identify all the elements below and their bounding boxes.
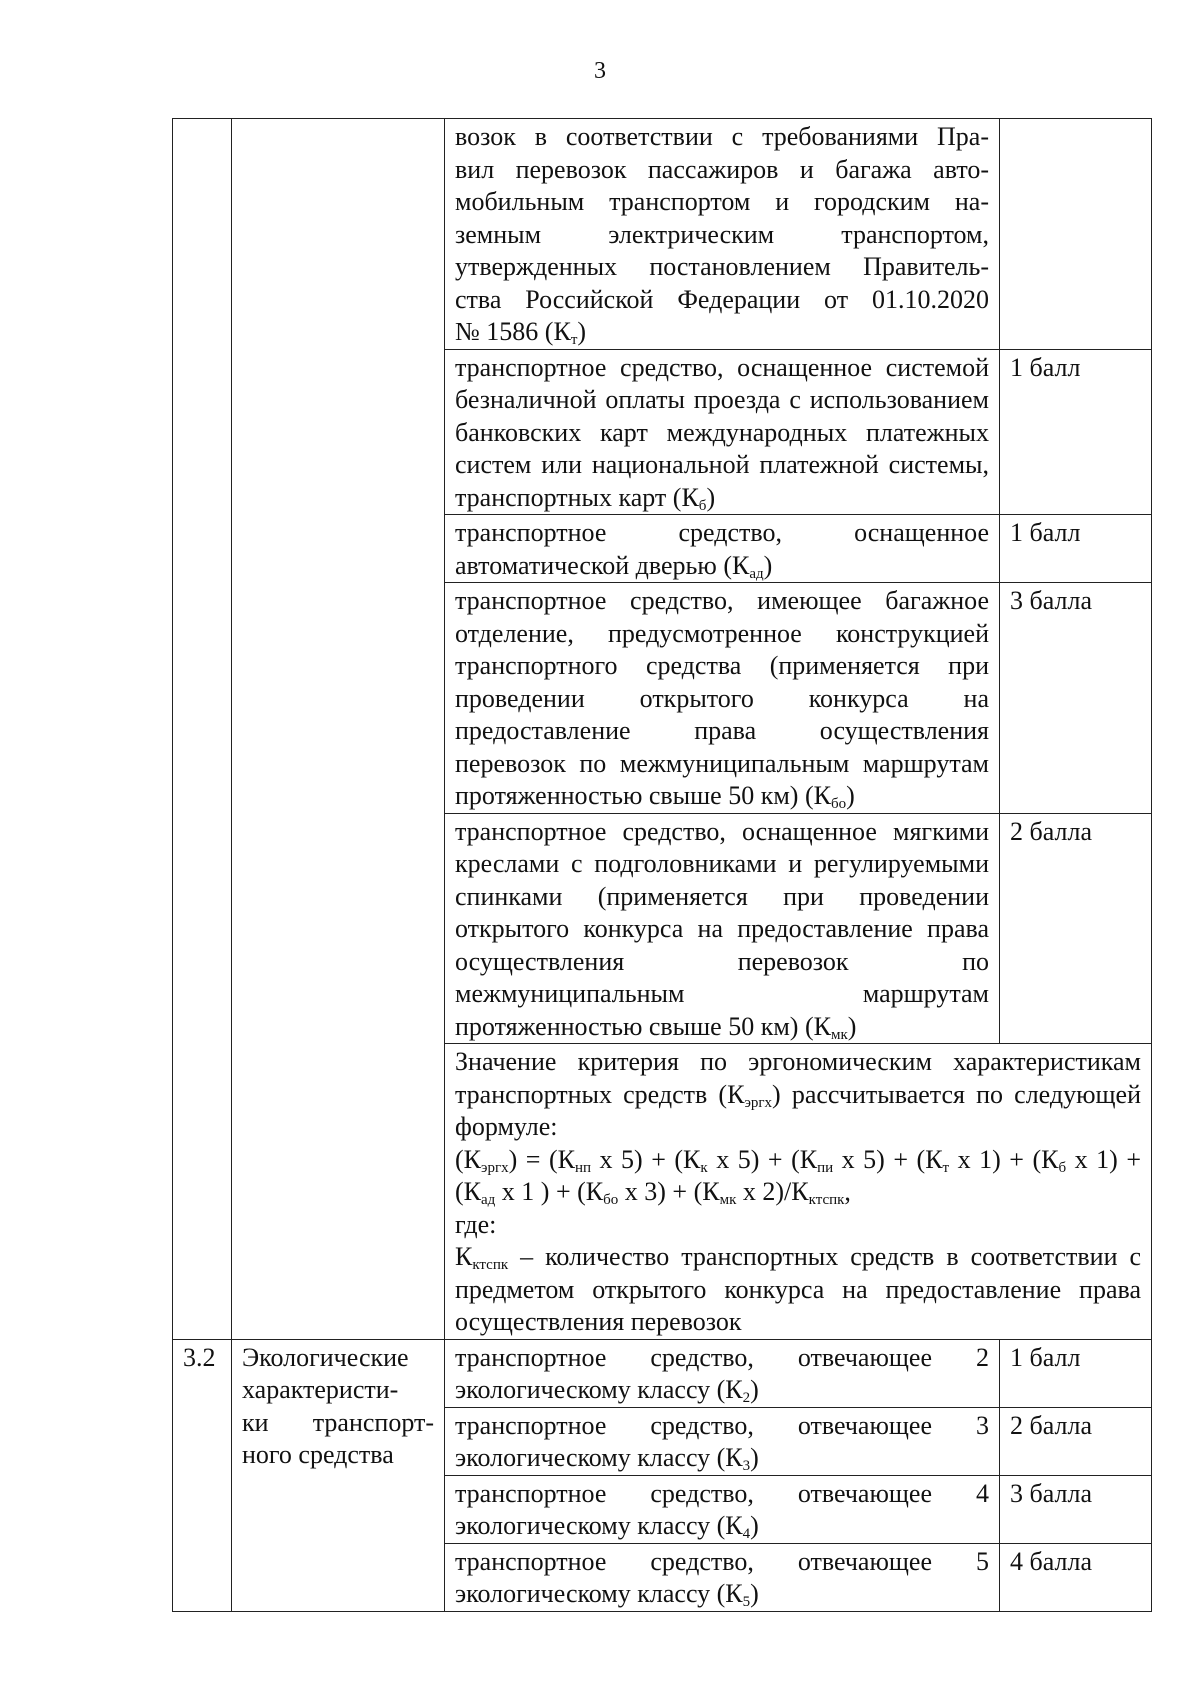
number-cell: 3.2: [173, 1339, 232, 1611]
text-line: земным электрическим транспортом,: [455, 219, 989, 249]
score-cell: 2 балла: [1000, 813, 1152, 1044]
score-cell: 1 балл: [1000, 1339, 1152, 1407]
formula-intro: Значение критерия по эргономическим характеристикам транспортных средств $(К_{эргх})$ рассчитывается по следующей формуле:: [455, 1047, 1141, 1141]
score-cell: 3 балла: [1000, 1475, 1152, 1543]
text-line: мобильным транспортом и городским на-: [455, 187, 989, 216]
description-cell: транспортное средство, отвечающее 3 экологическому классу $(К_3)$: [445, 1407, 1000, 1475]
formula-cell: [445, 1044, 1152, 1340]
number-cell-empty: [173, 119, 232, 1340]
score-cell: 2 балла: [1000, 1407, 1152, 1475]
description-cell: [445, 119, 1000, 350]
criteria-table: [172, 118, 1152, 1612]
description-cell: транспортное средство, оснащенное автоматической дверью $(К_{ад})$: [445, 515, 1000, 583]
score-cell: 3 балла: [1000, 583, 1152, 814]
description-cell: транспортное средство, отвечающее 5 экологическому классу $(К_5)$: [445, 1543, 1000, 1611]
score-cell: 1 балл: [1000, 349, 1152, 515]
formula-definition: $К_{ктспк}$ – количество транспортных средств в соответствии с предметом открытого конкурса на предоставление права осуществления перевозок: [455, 1242, 1141, 1336]
text-line-last: № 1586 $(К_т)$: [455, 317, 587, 348]
table-row: [173, 1339, 1152, 1407]
description-cell: транспортное средство, оснащенное мягкими креслами с подголовниками и регулируемыми спинками (применяется при проведении открытого конкурса на предоставление права осуществления перевозок по межмуниципальным маршрутам протяженностью свыше 50 км) $(К_{мк})$: [445, 813, 1000, 1044]
subscript: т: [570, 332, 578, 348]
formula-where: где:: [455, 1209, 497, 1239]
description-cell: транспортное средство, отвечающее 4 экологическому классу $(К_4)$: [445, 1475, 1000, 1543]
criterion-name-cell: Экологические характеристи- ки транспорт- ного средства: [232, 1339, 445, 1611]
score-cell: 1 балл: [1000, 515, 1152, 583]
text-line: ства Российской Федерации от 01.10.2020: [455, 284, 989, 314]
page-number: 3: [594, 58, 606, 84]
criterion-name-cell-empty: [232, 119, 445, 1340]
description-cell: транспортное средство, имеющее багажное отделение, предусмотренное конструкцией транспортного средства (применяется при проведении открытого конкурса на предоставление права осуществления перевозок по межмуниципальным маршрутам протяженностью свыше 50 км) $(К_{бо})$: [445, 583, 1000, 814]
text-line: утвержденных постановлением Правитель-: [455, 252, 989, 281]
description-cell: транспортное средство, оснащенное системой безналичной оплаты проезда с использованием банковских карт международных платежных систем или национальной платежной системы, транспортных карт $(К_б)$: [445, 349, 1000, 515]
table-row: [173, 119, 1152, 350]
text-line: возок в соответствии с требованиями Пра-: [455, 122, 989, 151]
text-line: вил перевозок пассажиров и багажа авто-: [455, 154, 989, 184]
description-cell: транспортное средство, отвечающее 2 экологическому классу $(К_2)$: [445, 1339, 1000, 1407]
formula: $(К_{эргх}) = (К_{нп}$ х $5) + (К_к$ х $5) + (К_{пи}$ х $5) + (К_т$ х $1) + (К_б$ х $1) + (К_{ад}$ х 1 ) + ($К_{бо}$ х $3) + (К_{мк}$ х $2)/К_{ктспк}$,: [455, 1144, 1142, 1208]
score-cell-empty: [1000, 119, 1152, 350]
score-cell: 4 балла: [1000, 1543, 1152, 1611]
